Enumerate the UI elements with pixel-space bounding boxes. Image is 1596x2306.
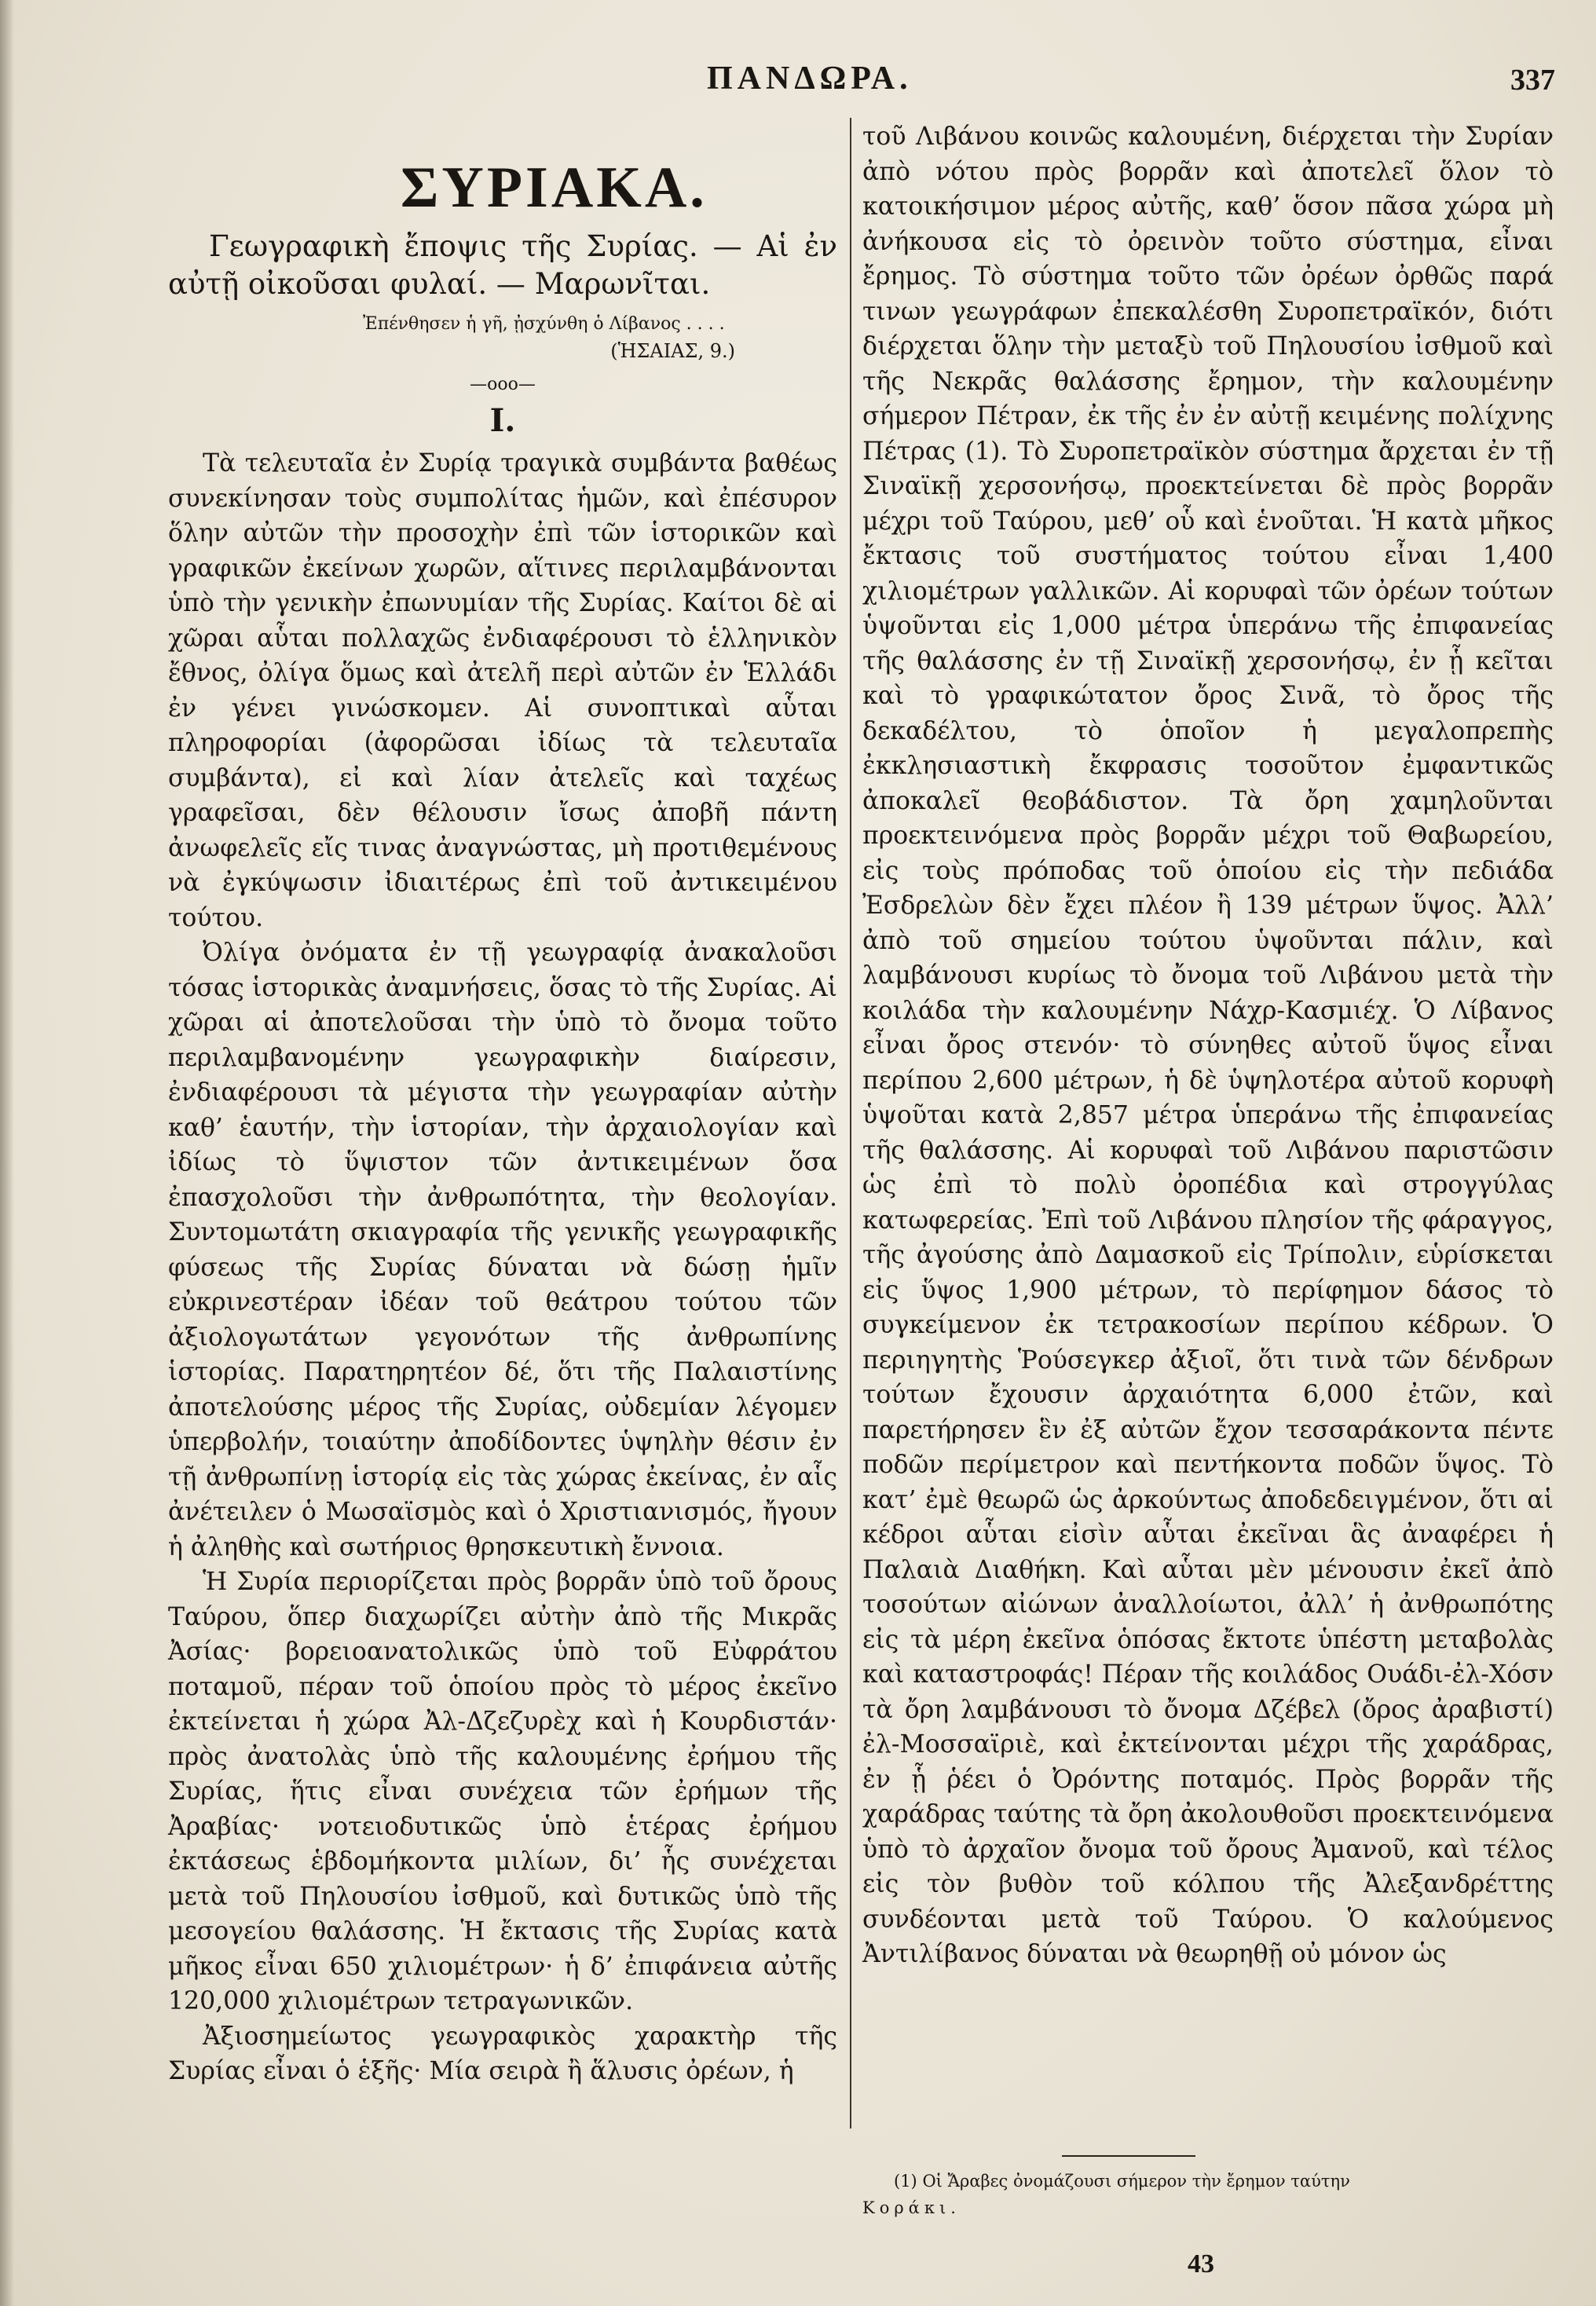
right-column — [862, 119, 1554, 1972]
paragraph: Ἀξιοσημείωτος γεωγραφικὸς χαρακτὴρ τῆς Συρίας εἶναι ὁ ἑξῆς· Μία σειρὰ ἢ ἅλυσις ὀρέων, ἡ — [168, 2022, 837, 2085]
footnote-marker: (1) — [894, 2172, 917, 2191]
printer-signature-mark: 43 — [1188, 2249, 1214, 2279]
paragraph: Ἡ Συρία περιορίζεται πρὸς βορρᾶν ὑπὸ τοῦ ὄρους Ταύρου, ὅπερ διαχωρίζει αὐτὴν ἀπὸ τῆς Μικρᾶς Ἀσίας· βορειοανατολικῶς ὑπὸ τοῦ Εὐφράτου ποταμοῦ, πέραν τοῦ ὁποίου πρὸς τὸ μέρος ἐκεῖνο ἐκτείνεται ἡ χώρα Ἀλ-Δζεζυρὲχ καὶ ἡ Κουρδιστάν· πρὸς ἀνατολὰς ὑπὸ τῆς καλουμένης ἐρήμου τῆς Συρίας, ἥτις εἶναι συνέχεια τῶν ἐρήμων τῆς Ἀραβίας· νοτειοδυτικῶς ὑπὸ ἑτέρας ἐρήμου ἐκτάσεως ἑβδομήκοντα μιλίων, δι’ ἧς συνέχεται μετὰ τοῦ Πηλουσίου ἰσθμοῦ, καὶ δυτικῶς ὑπὸ τῆς μεσογείου θαλάσσης. Ἡ ἔκτασις τῆς Συρίας κατὰ μῆκος εἶναι 650 χιλιομέτρων· ἡ δ’ ἐπιφάνεια αὐτῆς 120,000 χιλιομέτρων τετραγωνικῶν. — [168, 1568, 837, 2015]
column-divider — [850, 118, 851, 2128]
article-subtitle: Γεωγραφικὴ ἔποψις τῆς Συρίας. — Αἱ ἐν αὐτῇ οἰκοῦσαι φυλαί. — Μαρωνῖται. — [168, 229, 837, 301]
footnote-author: Κοράκι. — [862, 2198, 961, 2217]
left-column — [168, 118, 837, 2089]
footnote-text: Οἱ Ἄραβες ὀνομάζουσι σήμερον τὴν ἔρημον ταύτην — [922, 2172, 1350, 2191]
paragraph: Τὰ τελευταῖα ἐν Συρίᾳ τραγικὰ συμβάντα βαθέως συνεκίνησαν τοὺς συμπολίτας ἡμῶν, καὶ ἐπέσυρον ὅλην αὐτῶν τὴν προσοχὴν ἐπὶ τῶν ἱστορικῶν καὶ γραφικῶν ἐκείνων χωρῶν, αἵτινες περιλαμβάνονται ὑπὸ τὴν γενικὴν ἐπωνυμίαν τῆς Συρίας. Καίτοι δὲ αἱ χῶραι αὗται πολλαχῶς ἐνδιαφέρουσι τὸ ἑλληνικὸν ἔθνος, ὀλίγα ὅμως καὶ ἀτελῆ περὶ αὐτῶν ἐν Ἑλλάδι ἐν γένει γινώσκομεν. Αἱ συνοπτικαὶ αὗται πληροφορίαι (ἀφορῶσαι ἰδίως τὰ τελευταῖα συμβάντα), εἰ καὶ λίαν ἀτελεῖς καὶ ταχέως γραφεῖσαι, δὲν θέλουσιν ἴσως ἀποβῆ πάντη ἀνωφελεῖς εἴς τινας ἀναγνώστας, μὴ προτιθεμένους νὰ ἐγκύψωσιν ἰδιαιτέρως ἐπὶ τοῦ ἀντικειμένου τούτου. — [168, 449, 837, 932]
epigraph: Ἐπένθησεν ἡ γῆ, ᾐσχύνθη ὁ Λίβανος . . . . — [363, 314, 725, 334]
page-number: 337 — [1510, 64, 1555, 97]
epigraph-source: (ἩΣΑΙΑΣ, 9.) — [610, 340, 735, 362]
article-title: ΣΥΡΙΑΚΑ. — [401, 156, 708, 220]
footnote — [862, 2168, 1554, 2221]
page-edge-shadow — [0, 0, 14, 2306]
section-numeral: I. — [489, 402, 516, 439]
journal-running-head: ΠΑΝΔΩΡΑ. — [707, 60, 913, 97]
ornament-divider: —ooo— — [470, 375, 536, 394]
paragraph: Ὀλίγα ὀνόματα ἐν τῇ γεωγραφίᾳ ἀνακαλοῦσι τόσας ἱστορικὰς ἀναμνήσεις, ὅσας τὸ τῆς Συρίας. Αἱ χῶραι αἱ ἀποτελοῦσαι τὴν ὑπὸ τὸ ὄνομα τοῦτο περιλαμβανομένην γεωγραφικὴν διαίρεσιν, ἐνδιαφέρουσι τὰ μέγιστα τὴν γεωγραφίαν αὐτὴν καθ’ ἑαυτήν, τὴν ἱστορίαν, τὴν ἀρχαιολογίαν καὶ ἰδίως τὸ ὕψιστον τῶν ἀντικειμένων ὅσα ἐπασχολοῦσι τὴν ἀνθρωπότητα, τὴν θεολογίαν. Συντομωτάτη σκιαγραφία τῆς γενικῆς γεωγραφικῆς φύσεως τῆς Συρίας δύναται νὰ δώσῃ ἡμῖν εὐκρινεστέραν ἰδέαν τοῦ θεάτρου τούτου τῶν ἀξιολογωτάτων γεγονότων τῆς ἀνθρωπίνης ἱστορίας. Παρατηρητέον δέ, ὅτι τῆς Παλαιστίνης ἀποτελούσης μέρος τῆς Συρίας, οὐδεμίαν λέγομεν ὑπερβολήν, τοιαύτην ἀποδίδοντες ὑψηλὴν θέσιν ἐν τῇ ἀνθρωπίνῃ ἱστορίᾳ εἰς τὰς χώρας ἐκείνας, ἐν αἷς ἀνέτειλεν ὁ Μωσαϊσμὸς καὶ ὁ Χριστιανισμός, ἤγουν ἡ ἀληθὴς καὶ σωτήριος θρησκευτικὴ ἔννοια. — [168, 939, 837, 1561]
footnote-rule — [1062, 2155, 1195, 2157]
paragraph: τοῦ Λιβάνου κοινῶς καλουμένη, διέρχεται τὴν Συρίαν ἀπὸ νότου πρὸς βορρᾶν καὶ ἀποτελεῖ ὅλον τὸ κατοικήσιμον μέρος αὐτῆς, καθ’ ὅσον πᾶσα χώρα μὴ ἀνήκουσα εἰς τὸ ὀρεινὸν τοῦτο σύστημα, εἶναι ἔρημος. Τὸ σύστημα τοῦτο τῶν ὀρέων ὀρθῶς παρά τινων γεωγράφων ἐπεκαλέσθη Συροπετραϊκόν, διότι διέρχεται ὅλην τὴν μεταξὺ τοῦ Πηλουσίου ἰσθμοῦ καὶ τῆς Νεκρᾶς θαλάσσης ἔρημον, τὴν καλουμένην σήμερον Πέτραν, ἐκ τῆς ἐν ἐν αὐτῇ κειμένης πολίχνης Πέτρας (1). Τὸ Συροπετραϊκὸν σύστημα ἄρχεται ἐν τῇ Σιναϊκῇ χερσονήσῳ, προεκτείνεται δὲ πρὸς βορρᾶν μέχρι τοῦ Ταύρου, μεθ’ οὗ καὶ ἑνοῦται. Ἡ κατὰ μῆκος ἔκτασις τοῦ συστήματος τούτου εἶναι 1,400 χιλιομέτρων γαλλικῶν. Αἱ κορυφαὶ τῶν ὀρέων τούτων ὑψοῦνται εἰς 1,000 μέτρα ὑπεράνω τῆς ἐπιφανείας τῆς θαλάσσης ἐν τῇ Σιναϊκῇ χερσονήσῳ, ἐν ᾗ κεῖται καὶ τὸ γραφικώτατον ὄρος Σινᾶ, τὸ ὄρος τῆς δεκαδέλτου, τὸ ὁποῖον ἡ μεγαλοπρεπὴς ἐκκλησιαστικὴ ἔκφρασις τοσοῦτον ἐμφαντικῶς ἀποκαλεῖ θεοβάδιστον. Τὰ ὄρη χαμηλοῦνται προεκτεινόμενα πρὸς βορρᾶν μέχρι τοῦ Θαβωρείου, εἰς τοὺς πρόποδας τοῦ ὁποίου εἰς τὴν πεδιάδα Ἐσδρελὼν δὲν ἔχει πλέον ἢ 139 μέτρων ὕψος. Ἀλλ’ ἀπὸ τοῦ σημείου τούτου ὑψοῦνται πάλιν, καὶ λαμβάνουσι κυρίως τὸ ὄνομα τοῦ Λιβάνου μετὰ τὴν κοιλάδα τὴν καλουμένην Νάχρ-Κασμιέχ. Ὁ Λίβανος εἶναι ὄρος στενόν· τὸ σύνηθες αὐτοῦ ὕψος εἶναι περίπου 2,600 μέτρων, ἡ δὲ ὑψηλοτέρα αὐτοῦ κορυφὴ ὑψοῦται κατὰ 2,857 μέτρα ὑπεράνω τῆς ἐπιφανείας τῆς θαλάσσης. Αἱ κορυφαὶ τοῦ Λιβάνου παριστῶσιν ὡς ἐπὶ τὸ πολὺ ὀροπέδια καὶ στρογγύλας κατωφερείας. Ἐπὶ τοῦ Λιβάνου πλησίον τῆς φάραγγος, τῆς ἀγούσης ἀπὸ Δαμασκοῦ εἰς Τρίπολιν, εὑρίσκεται εἰς ὕψος 1,900 μέτρων, τὸ περίφημον δάσος τὸ συγκείμενον ἐκ τετρακοσίων περίπου κέδρων. Ὁ περιηγητὴς Ῥούσεγκερ ἀξιοῖ, ὅτι τινὰ τῶν δένδρων τούτων ἔχουσιν ἀρχαιότητα 6,000 ἐτῶν, καὶ παρετήρησεν ἓν ἐξ αὐτῶν ἔχον τεσσαράκοντα πέντε ποδῶν περίμετρον καὶ πεντήκοντα ποδῶν ὕψος. Τὸ κατ’ ἐμὲ θεωρῶ ὡς ἀρκούντως ἀποδεδειγμένον, ὅτι αἱ κέδροι αὗται εἰσὶν αὗται ἐκεῖναι ἃς ἀναφέρει ἡ Παλαιὰ Διαθήκη. Καὶ αὗται μὲν μένουσιν ἐκεῖ ἀπὸ τοσούτων αἰώνων ἀναλλοίωτοι, ἀλλ’ ἡ ἀνθρωπότης εἰς τὰ μέρη ἐκεῖνα ὁπόσας ἔκτοτε ὑπέστη μεταβολὰς καὶ καταστροφάς! Πέραν τῆς κοιλάδος Ουάδι-ἐλ-Χόσν τὰ ὄρη λαμβάνουσι τὸ ὄνομα Δζέβελ (ὄρος ἀραβιστί) ἐλ-Μοσσαϊριὲ, καὶ ἐκτείνονται μέχρι τῆς χαράδρας, ἐν ᾗ ῥέει ὁ Ὀρόντης ποταμός. Πρὸς βορρᾶν τῆς χαράδρας ταύτης τὰ ὄρη ἀκολουθοῦσι προεκτεινόμενα ὑπὸ τὸ ἀρχαῖον ὄνομα τοῦ ὄρους Ἀμανοῦ, καὶ τέλος εἰς τὸν βυθὸν τοῦ κόλπου τῆς Ἀλεξανδρέττης συνδέονται μετὰ τοῦ Ταύρου. Ὁ καλούμενος Ἀντιλίβανος δύναται νὰ θεωρηθῇ οὐ μόνον ὡς — [862, 123, 1554, 1968]
